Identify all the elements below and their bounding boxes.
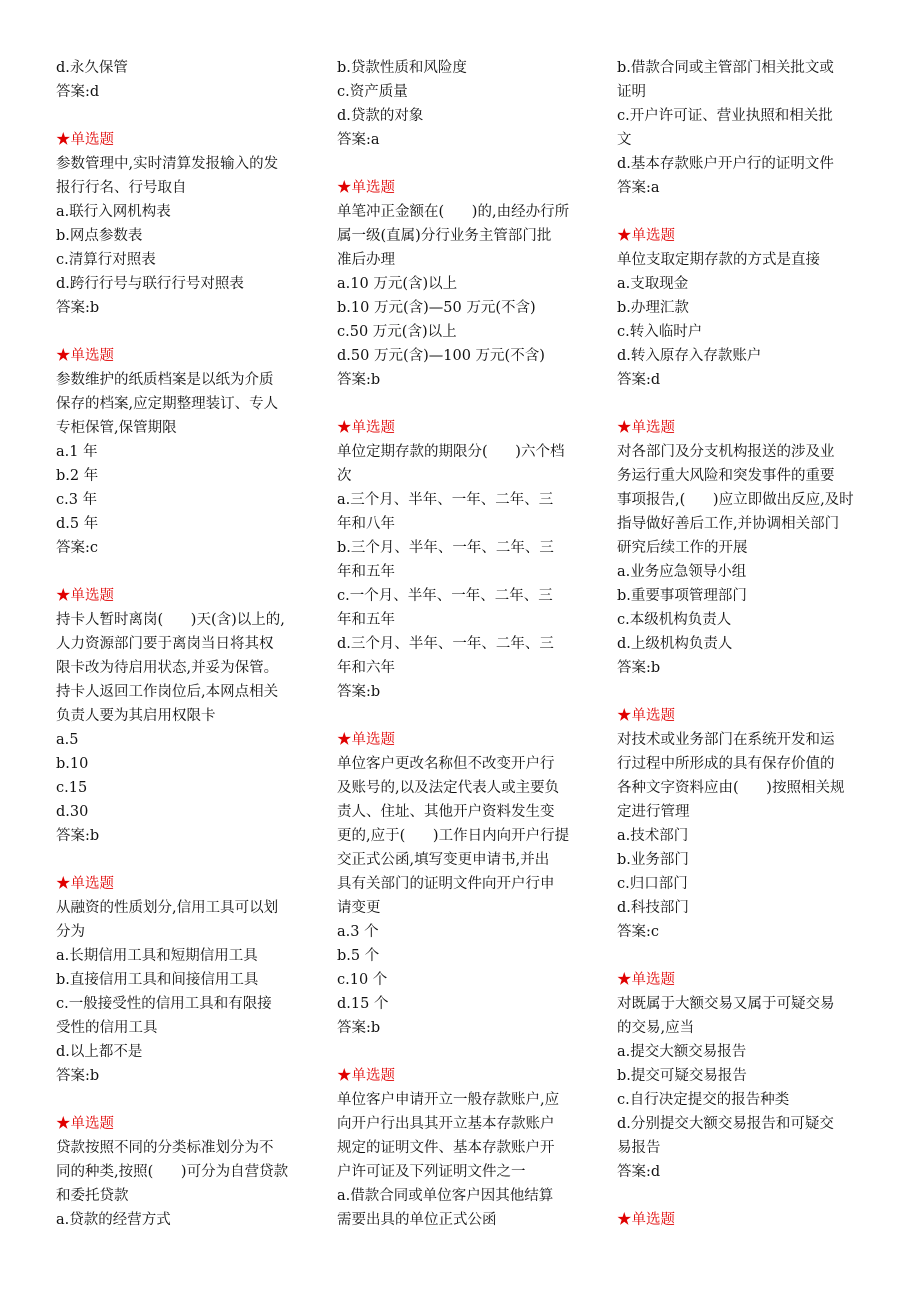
question-text-line: 户许可证及下列证明文件之一 — [337, 1164, 526, 1180]
option-line: d.永久保管 — [56, 60, 128, 76]
option-line: d.转入原存入存款账户 — [617, 348, 762, 364]
question-text-line: 各种文字资料应由( )按照相关规 — [617, 780, 845, 796]
question-text-line: 及账号的,以及法定代表人或主要负 — [337, 780, 560, 796]
option-line: d.以上都不是 — [56, 1044, 143, 1060]
question-text-line: 对各部门及分支机构报送的涉及业 — [617, 444, 835, 460]
question-text-line: 证明 — [617, 84, 646, 100]
option-line: d.科技部门 — [617, 900, 689, 916]
option-line: d.50 万元(含)—100 万元(不含) — [337, 348, 545, 364]
question-text-line: 参数维护的纸质档案是以纸为介质 — [56, 372, 274, 388]
question-block — [337, 176, 595, 392]
option-line: a.技术部门 — [617, 828, 689, 844]
option-line: b.2 年 — [56, 468, 99, 484]
option-line: a.业务应急领导小组 — [617, 564, 747, 580]
question-text-line: 单位客户更改名称但不改变开户行 — [337, 756, 555, 772]
option-line: b.办理汇款 — [617, 300, 689, 316]
question-type-label: ★单选题 — [617, 228, 675, 244]
option-line: d.分别提交大额交易报告和可疑交 — [617, 1116, 834, 1132]
option-line: a.长期信用工具和短期信用工具 — [56, 948, 258, 964]
question-text-line: 报行行名、行号取自 — [56, 180, 187, 196]
option-line: c.15 — [56, 780, 88, 796]
option-line: c.一般接受性的信用工具和有限接 — [56, 996, 272, 1012]
question-text-line: 属一级(直属)分行业务主管部门批 — [337, 228, 552, 244]
question-text-line: 限卡改为待启用状态,并妥为保管。 — [56, 660, 279, 676]
option-line: a.支取现金 — [617, 276, 689, 292]
option-line: c.一个月、半年、一年、二年、三 — [337, 588, 553, 604]
question-text-line: 分为 — [56, 924, 85, 940]
question-text-line: 需要出具的单位正式公函 — [337, 1212, 497, 1228]
option-line: c.转入临时户 — [617, 324, 703, 340]
option-line: a.三个月、半年、一年、二年、三 — [337, 492, 554, 508]
answer-line: 答案:b — [56, 300, 100, 316]
option-line: c.10 个 — [337, 972, 388, 988]
question-text-line: 行过程中所形成的具有保存价值的 — [617, 756, 835, 772]
question-type-label: ★单选题 — [617, 708, 675, 724]
answer-line: 答案:d — [56, 84, 100, 100]
question-text-line: 单位支取定期存款的方式是直接 — [617, 252, 820, 268]
question-text-line: 年和五年 — [337, 564, 395, 580]
answer-line: 答案:d — [617, 372, 661, 388]
option-line: d.30 — [56, 804, 89, 820]
question-block — [56, 872, 314, 1088]
option-line: a.5 — [56, 732, 79, 748]
option-line: c.自行决定提交的报告种类 — [617, 1092, 790, 1108]
question-text-line: 对既属于大额交易又属于可疑交易 — [617, 996, 835, 1012]
question-type-label: ★单选题 — [56, 132, 114, 148]
question-text-line: 和委托贷款 — [56, 1188, 129, 1204]
option-line: d.上级机构负责人 — [617, 636, 733, 652]
option-line: b.10 万元(含)—50 万元(不含) — [337, 300, 536, 316]
answer-line: 答案:b — [337, 372, 381, 388]
question-text-line: 次 — [337, 468, 352, 484]
question-block — [617, 416, 867, 680]
option-line: d.5 年 — [56, 516, 99, 532]
option-line: c.本级机构负责人 — [617, 612, 732, 628]
question-text-line: 持卡人暂时离岗( )天(含)以上的, — [56, 612, 285, 628]
option-line: b.借款合同或主管部门相关批文或 — [617, 60, 834, 76]
option-line: a.提交大额交易报告 — [617, 1044, 747, 1060]
option-line: b.5 个 — [337, 948, 380, 964]
option-line: c.3 年 — [56, 492, 98, 508]
question-text-line: 指导做好善后工作,并协调相关部门 — [617, 516, 840, 532]
question-text-line: 研究后续工作的开展 — [617, 540, 748, 556]
option-line: c.50 万元(含)以上 — [337, 324, 457, 340]
question-text-line: 保存的档案,应定期整理装订、专人 — [56, 396, 279, 412]
question-text-line: 受性的信用工具 — [56, 1020, 158, 1036]
question-text-line: 务运行重大风险和突发事件的重要 — [617, 468, 835, 484]
option-line: b.业务部门 — [617, 852, 689, 868]
option-line: a.1 年 — [56, 444, 98, 460]
question-type-label: ★单选题 — [617, 972, 675, 988]
question-text-line: 具有关部门的证明文件向开户行申 — [337, 876, 555, 892]
question-text-line: 规定的证明文件、基本存款账户开 — [337, 1140, 555, 1156]
question-text-line: 专柜保管,保管期限 — [56, 420, 177, 436]
question-text-line: 年和五年 — [337, 612, 395, 628]
question-type-label: ★单选题 — [337, 420, 395, 436]
question-text-line: 从融资的性质划分,信用工具可以划 — [56, 900, 279, 916]
question-text-line: 单位定期存款的期限分( )六个档 — [337, 444, 565, 460]
answer-line: 答案:c — [617, 924, 660, 940]
question-block — [617, 224, 867, 392]
question-text-line: 责人、住址、其他开户资料发生变 — [337, 804, 555, 820]
column-1 — [56, 56, 314, 1256]
question-text-line: 贷款按照不同的分类标准划分为不 — [56, 1140, 274, 1156]
option-line: b.网点参数表 — [56, 228, 143, 244]
question-text-line: 年和八年 — [337, 516, 395, 532]
question-text-line: 更的,应于( )工作日内向开户行提 — [337, 828, 570, 844]
question-type-label: ★单选题 — [56, 348, 114, 364]
answer-line: 答案:b — [617, 660, 661, 676]
question-text-line: 单位客户申请开立一般存款账户,应 — [337, 1092, 560, 1108]
answer-line: 答案:b — [337, 1020, 381, 1036]
question-type-label: ★单选题 — [337, 1068, 395, 1084]
question-text-line: 事项报告,( )应立即做出反应,及时 — [617, 492, 854, 508]
option-line: a.10 万元(含)以上 — [337, 276, 458, 292]
question-block — [337, 56, 595, 152]
question-text-line: 持卡人返回工作岗位后,本网点相关 — [56, 684, 279, 700]
question-type-label: ★单选题 — [56, 588, 114, 604]
question-type-label: ★单选题 — [617, 1212, 675, 1228]
question-text-line: 准后办理 — [337, 252, 395, 268]
question-type-label: ★单选题 — [56, 876, 114, 892]
option-line: d.三个月、半年、一年、二年、三 — [337, 636, 554, 652]
question-text-line: 人力资源部门要于离岗当日将其权 — [56, 636, 274, 652]
option-line: b.10 — [56, 756, 89, 772]
option-line: a.联行入网机构表 — [56, 204, 171, 220]
question-text-line: 请变更 — [337, 900, 381, 916]
option-line: a.贷款的经营方式 — [56, 1212, 171, 1228]
question-text-line: 定进行管理 — [617, 804, 690, 820]
question-text-line: 同的种类,按照( )可分为自营贷款 — [56, 1164, 289, 1180]
option-line: c.归口部门 — [617, 876, 688, 892]
option-line: d.基本存款账户开户行的证明文件 — [617, 156, 834, 172]
column-3 — [617, 56, 867, 1256]
question-text-line: 年和六年 — [337, 660, 395, 676]
question-text-line: 对技术或业务部门在系统开发和运 — [617, 732, 835, 748]
question-block — [337, 416, 595, 704]
question-text-line: 向开户行出具其开立基本存款账户 — [337, 1116, 555, 1132]
question-block — [617, 704, 867, 944]
question-text-line: 交正式公函,填写变更申请书,并出 — [337, 852, 550, 868]
option-line: c.清算行对照表 — [56, 252, 156, 268]
answer-line: 答案:a — [617, 180, 660, 196]
option-line: b.直接信用工具和间接信用工具 — [56, 972, 259, 988]
option-line: d.15 个 — [337, 996, 389, 1012]
answer-line: 答案:b — [56, 1068, 100, 1084]
question-text-line: 参数管理中,实时清算发报输入的发 — [56, 156, 279, 172]
question-block — [617, 1208, 867, 1232]
question-text-line: 的交易,应当 — [617, 1020, 695, 1036]
question-text-line: 单笔冲正金额在( )的,由经办行所 — [337, 204, 570, 220]
question-block — [56, 344, 314, 560]
question-block — [617, 56, 867, 200]
option-line: a.3 个 — [337, 924, 379, 940]
question-type-label: ★单选题 — [617, 420, 675, 436]
question-text-line: 文 — [617, 132, 632, 148]
option-line: b.提交可疑交易报告 — [617, 1068, 747, 1084]
option-line: b.三个月、半年、一年、二年、三 — [337, 540, 554, 556]
question-block — [56, 128, 314, 320]
option-line: a.借款合同或单位客户因其他结算 — [337, 1188, 554, 1204]
question-block — [56, 1112, 314, 1232]
question-block — [337, 728, 595, 1040]
answer-line: 答案:b — [56, 828, 100, 844]
column-2 — [337, 56, 595, 1256]
option-line: b.贷款性质和风险度 — [337, 60, 467, 76]
answer-line: 答案:a — [337, 132, 380, 148]
question-type-label: ★单选题 — [337, 180, 395, 196]
answer-line: 答案:c — [56, 540, 99, 556]
question-block — [617, 968, 867, 1184]
answer-line: 答案:b — [337, 684, 381, 700]
question-text-line: 易报告 — [617, 1140, 661, 1156]
option-line: b.重要事项管理部门 — [617, 588, 747, 604]
question-block — [337, 1064, 595, 1232]
option-line: d.贷款的对象 — [337, 108, 424, 124]
option-line: c.资产质量 — [337, 84, 408, 100]
option-line: c.开户许可证、营业执照和相关批 — [617, 108, 833, 124]
question-type-label: ★单选题 — [337, 732, 395, 748]
question-type-label: ★单选题 — [56, 1116, 114, 1132]
question-block — [56, 584, 314, 848]
question-text-line: 负责人要为其启用权限卡 — [56, 708, 216, 724]
question-block — [56, 56, 314, 104]
option-line: d.跨行行号与联行行号对照表 — [56, 276, 244, 292]
answer-line: 答案:d — [617, 1164, 661, 1180]
